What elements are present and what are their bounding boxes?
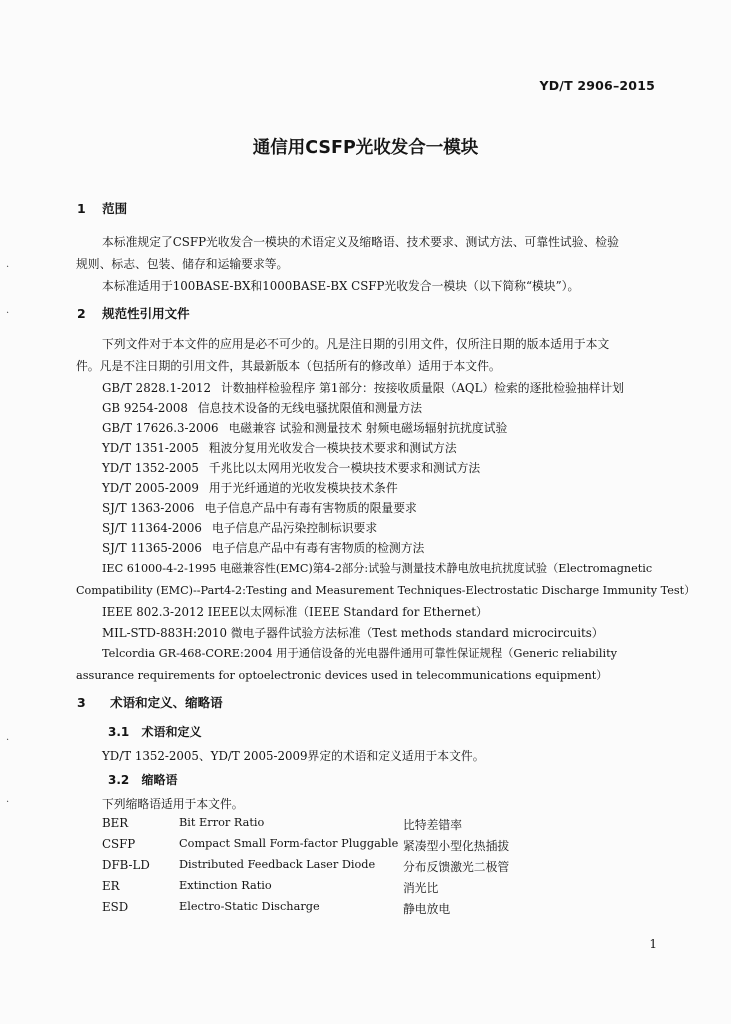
scan-mark: · xyxy=(6,262,10,273)
abbreviation: BER xyxy=(102,816,129,830)
subsection-3-2-heading xyxy=(108,771,177,788)
document-title: 通信用CSFP光收发合一模块 xyxy=(252,138,479,158)
scan-mark: · xyxy=(6,308,10,319)
subsection-number: 3.2 xyxy=(108,773,130,787)
abbreviation-chinese: 静电放电 xyxy=(403,902,451,916)
abbreviation: ESD xyxy=(102,900,129,914)
abbreviation-english: Bit Error Ratio xyxy=(179,816,265,829)
section-1-heading xyxy=(77,199,127,217)
subsection-title: 缩略语 xyxy=(141,773,178,787)
reference-item xyxy=(102,399,422,416)
paragraph-line: 本标准适用于100BASE-BX和1000BASE-BX CSFP光收发合一模块（以下简称“模块”）。 xyxy=(102,279,580,293)
reference-item xyxy=(102,459,480,476)
reference-item: MIL-STD-883H:2010 微电子器件试验方法标准（Test methods standard microcircuits） xyxy=(102,626,604,640)
scan-mark: · xyxy=(6,797,10,808)
reference-code: SJ/T 1363-2006 xyxy=(102,501,195,515)
page-number: 1 xyxy=(649,937,657,951)
abbreviation: DFB-LD xyxy=(102,858,150,872)
abbreviation-chinese: 消光比 xyxy=(403,881,439,895)
paragraph-line: 件。凡是不注日期的引用文件，其最新版本（包括所有的修改单）适用于本文件。 xyxy=(76,359,501,373)
reference-title: 电子信息产品中有毒有害物质的检测方法 xyxy=(211,541,425,555)
section-title: 术语和定义、缩略语 xyxy=(110,695,223,710)
reference-item-continued: Compatibility (EMC)--Part4-2:Testing and Measurement Techniques-Electrostatic Discharge Immunity Test） xyxy=(76,584,696,597)
reference-code: GB 9254-2008 xyxy=(102,401,188,415)
reference-item xyxy=(102,519,377,536)
reference-item xyxy=(102,379,624,396)
reference-title: 电子信息产品污染控制标识要求 xyxy=(211,521,378,535)
paragraph-line: 规则、标志、包装、储存和运输要求等。 xyxy=(76,257,289,271)
reference-item: IEC 61000-4-2-1995 电磁兼容性(EMC)第4-2部分:试验与测量技术静电放电抗扰度试验（Electromagnetic xyxy=(102,562,653,575)
abbreviation-english: Compact Small Form-factor Pluggable xyxy=(179,837,399,850)
subsection-title: 术语和定义 xyxy=(141,725,202,739)
reference-title: 信息技术设备的无线电骚扰限值和测量方法 xyxy=(197,401,423,415)
section-number: 1 xyxy=(77,201,86,216)
reference-title: 电磁兼容 试验和测量技术 射频电磁场辐射抗扰度试验 xyxy=(228,421,508,435)
reference-item xyxy=(102,499,417,516)
section-number: 3 xyxy=(77,695,86,710)
scan-mark: · xyxy=(6,735,10,746)
abbreviation-english: Distributed Feedback Laser Diode xyxy=(179,858,376,871)
section-3-heading xyxy=(77,693,223,711)
paragraph-line: 本标准规定了CSFP光收发合一模块的术语定义及缩略语、技术要求、测试方法、可靠性试验、检验 xyxy=(102,235,619,249)
abbreviation-chinese: 紧凑型小型化热插拔 xyxy=(403,839,510,853)
subsection-3-1-heading xyxy=(108,723,201,740)
reference-code: YD/T 2005-2009 xyxy=(102,481,199,495)
section-2-heading xyxy=(77,304,190,322)
paragraph-line: YD/T 1352-2005、YD/T 2005-2009界定的术语和定义适用于本文件。 xyxy=(102,749,485,763)
reference-code: GB/T 17626.3-2006 xyxy=(102,421,219,435)
reference-title: 粗波分复用光收发合一模块技术要求和测试方法 xyxy=(208,441,457,455)
reference-code: SJ/T 11364-2006 xyxy=(102,521,202,535)
reference-item-continued: assurance requirements for optoelectronic devices used in telecommunications equipment） xyxy=(76,669,608,682)
reference-title: 电子信息产品中有毒有害物质的限量要求 xyxy=(204,501,417,515)
standard-code: YD/T 2906–2015 xyxy=(539,78,655,93)
abbreviation: CSFP xyxy=(102,837,136,851)
reference-title: 计数抽样检验程序 第1部分：按接收质量限（AQL）检索的逐批检验抽样计划 xyxy=(220,381,624,395)
reference-title: 千兆比以太网用光收发合一模块技术要求和测试方法 xyxy=(208,461,481,475)
reference-code: GB/T 2828.1-2012 xyxy=(102,381,211,395)
abbreviation-english: Electro-Static Discharge xyxy=(179,900,320,913)
section-number: 2 xyxy=(77,306,86,321)
subsection-number: 3.1 xyxy=(108,725,130,739)
reference-code: YD/T 1351-2005 xyxy=(102,441,199,455)
reference-item xyxy=(102,479,398,496)
reference-item xyxy=(102,539,424,556)
section-title: 范围 xyxy=(102,201,128,216)
abbreviation-chinese: 比特差错率 xyxy=(403,818,462,832)
reference-item xyxy=(102,419,507,436)
reference-item xyxy=(102,439,457,456)
reference-code: YD/T 1352-2005 xyxy=(102,461,199,475)
paragraph-line: 下列文件对于本文件的应用是必不可少的。凡是注日期的引用文件，仅所注日期的版本适用于本文 xyxy=(102,337,610,351)
reference-title: 用于光纤通道的光收发模块技术条件 xyxy=(208,481,398,495)
abbreviation-english: Extinction Ratio xyxy=(179,879,272,892)
reference-item: IEEE 802.3-2012 IEEE以太网标准（IEEE Standard for Ethernet） xyxy=(102,605,488,619)
reference-code: SJ/T 11365-2006 xyxy=(102,541,202,555)
paragraph-line: 下列缩略语适用于本文件。 xyxy=(102,797,244,811)
abbreviation: ER xyxy=(102,879,120,893)
reference-item: Telcordia GR-468-CORE:2004 用于通信设备的光电器件通用可靠性保证规程（Generic reliability xyxy=(102,647,618,660)
section-title: 规范性引用文件 xyxy=(102,306,190,321)
abbreviation-chinese: 分布反馈激光二极管 xyxy=(403,860,510,874)
